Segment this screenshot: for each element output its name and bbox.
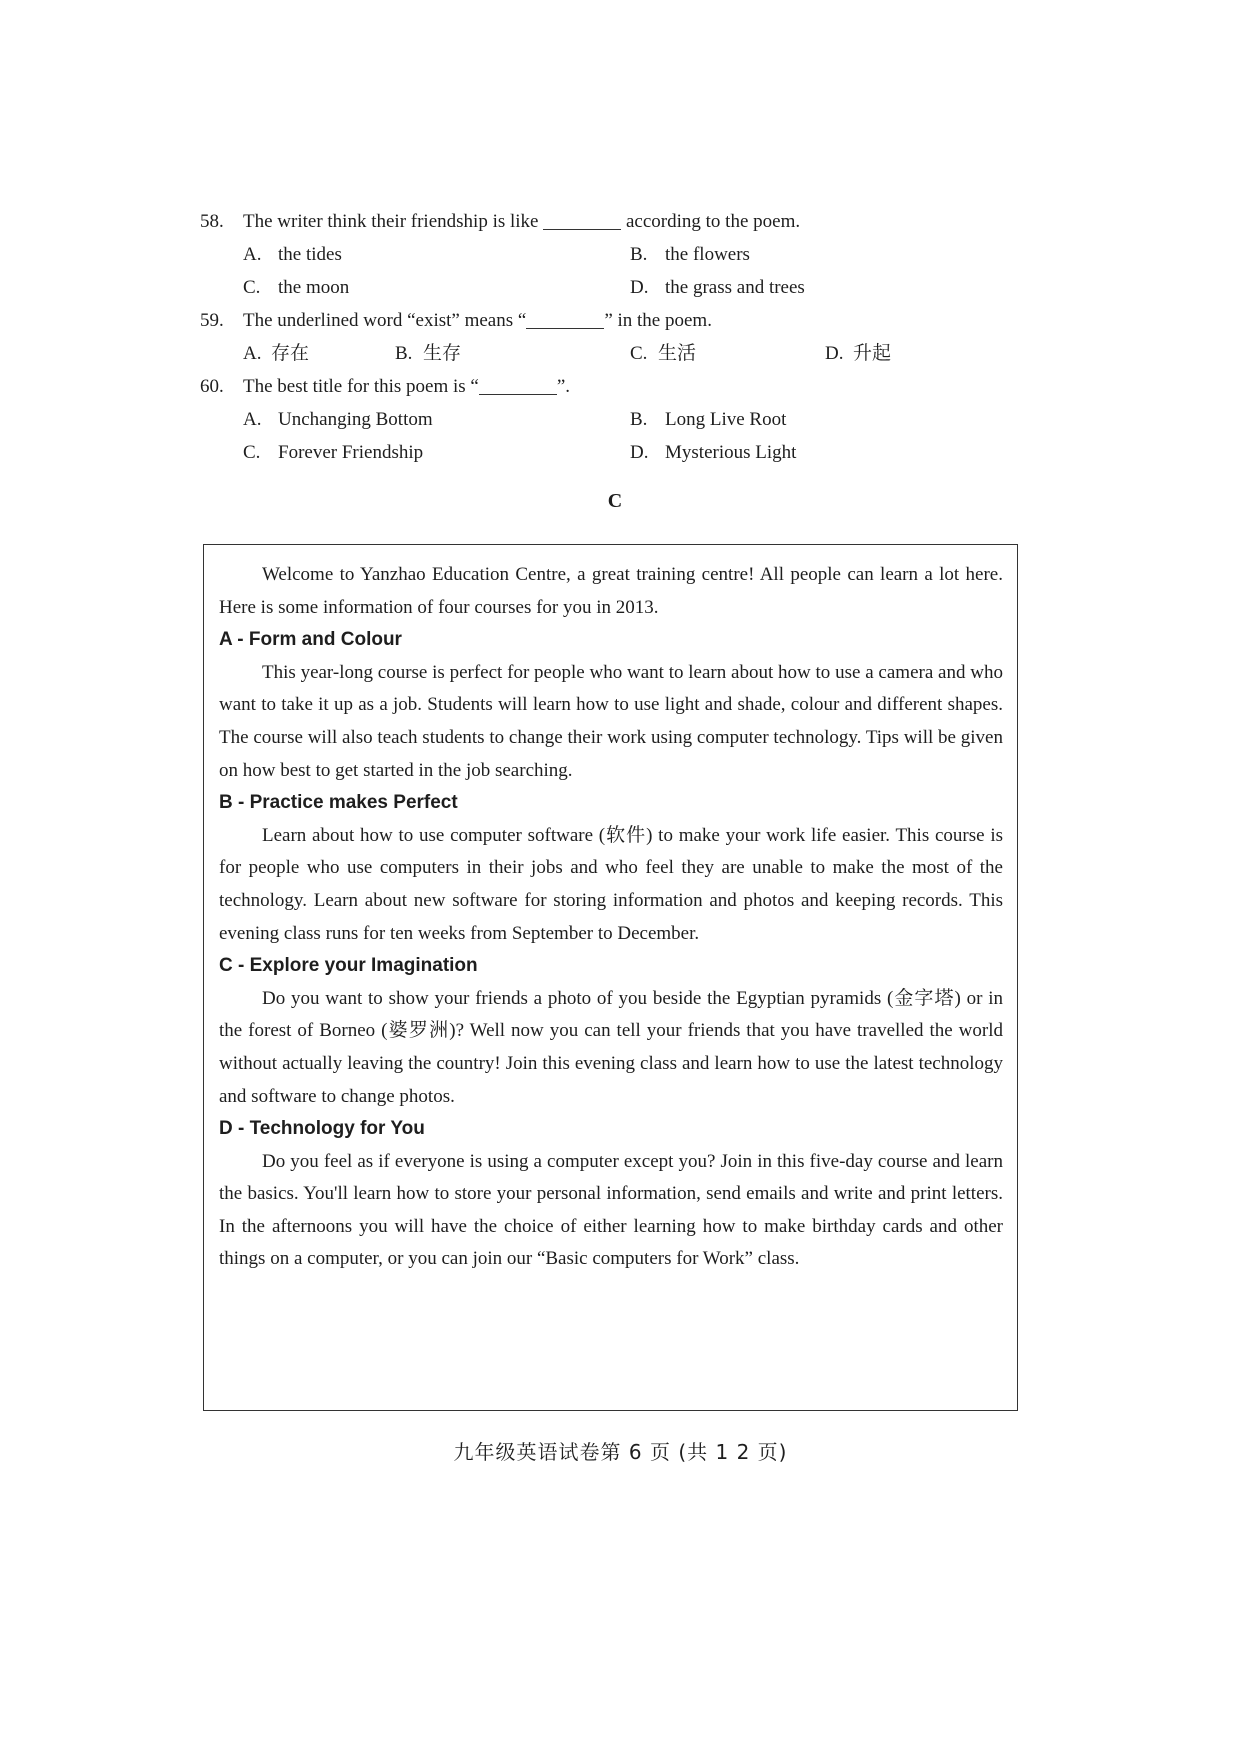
course-heading-c: C - Explore your Imagination bbox=[219, 955, 478, 977]
answer-blank bbox=[543, 207, 621, 230]
option-row bbox=[200, 271, 960, 304]
section-letter: C bbox=[607, 490, 623, 512]
course-body-c: Do you want to show your friends a photo of you beside the Egyptian pyramids (金字塔) or in the forest of Borneo (婆罗洲)? Well now you can tell your friends that you have travelled the world without actually leaving the country! Join this evening class and learn how to use the latest technology and software to change photos. bbox=[219, 987, 1003, 1107]
answer-blank bbox=[479, 372, 557, 395]
question-58-stem bbox=[200, 205, 960, 238]
reading-passage-box bbox=[203, 544, 1018, 1411]
answer-blank bbox=[526, 306, 604, 329]
course-body-b: Learn about how to use computer software (软件) to make your work life easier. This course is for people who use computers in their jobs and who feel they are unable to make the most of the technology. Learn about new software for storing information and photos and keeping records. This evening class runs for ten weeks from September to December. bbox=[219, 824, 1003, 944]
option-60-b: B. Long Live Root bbox=[630, 409, 787, 430]
option-59-b: B. 生存 bbox=[395, 343, 462, 364]
option-row bbox=[200, 238, 960, 271]
option-58-a: A. the tides bbox=[243, 244, 342, 265]
option-59-d: D. 升起 bbox=[825, 343, 892, 364]
question-number: 60. bbox=[200, 376, 224, 397]
course-heading-a: A - Form and Colour bbox=[219, 629, 402, 651]
option-58-c: C. the moon bbox=[243, 277, 350, 298]
option-58-d: D. the grass and trees bbox=[630, 277, 805, 298]
course-body-d: Do you feel as if everyone is using a computer except you? Join in this five-day course and learn the basics. You'll learn how to store your personal information, send emails and write and print letters. In the afternoons you will have the choice of either learning how to make birthday cards and other things on a computer, or you can join our “Basic computers for Work” class. bbox=[219, 1150, 1003, 1270]
option-59-a: A. 存在 bbox=[243, 343, 310, 364]
page-footer: 九年级英语试卷第 6 页 (共 1 2 页) bbox=[453, 1440, 788, 1464]
option-row bbox=[200, 337, 960, 370]
question-stem-text: ”. bbox=[556, 376, 571, 397]
question-list bbox=[200, 205, 960, 469]
question-60-stem bbox=[200, 370, 960, 403]
option-row bbox=[200, 403, 960, 436]
question-stem-text: The best title for this poem is “ bbox=[243, 376, 479, 397]
course-heading-b: B - Practice makes Perfect bbox=[219, 792, 458, 814]
question-59-stem bbox=[200, 304, 960, 337]
question-stem-text: The underlined word “exist” means “ bbox=[243, 310, 527, 331]
course-body-a: This year-long course is perfect for people who want to learn about how to use a camera and who want to take it up as a job. Students will learn how to use light and shade, colour and different shapes. The course will also teach students to change their work using computer technology. Tips will be given on how best to get started in the job searching. bbox=[219, 661, 1003, 781]
option-row bbox=[200, 436, 960, 469]
question-number: 59. bbox=[200, 310, 224, 331]
option-60-a: A. Unchanging Bottom bbox=[243, 409, 433, 430]
option-60-d: D. Mysterious Light bbox=[630, 442, 797, 463]
passage-intro: Welcome to Yanzhao Education Centre, a great training centre! All people can learn a lot here. Here is some information of four courses for you in 2013. bbox=[219, 564, 1003, 618]
option-59-c: C. 生活 bbox=[630, 343, 697, 364]
question-number: 58. bbox=[200, 211, 224, 232]
course-heading-d: D - Technology for You bbox=[219, 1118, 425, 1140]
question-stem-text: The writer think their friendship is like bbox=[243, 211, 539, 232]
option-58-b: B. the flowers bbox=[630, 244, 750, 265]
question-stem-text: ” in the poem. bbox=[604, 310, 712, 331]
question-stem-text: according to the poem. bbox=[625, 211, 801, 232]
option-60-c: C. Forever Friendship bbox=[243, 442, 424, 463]
